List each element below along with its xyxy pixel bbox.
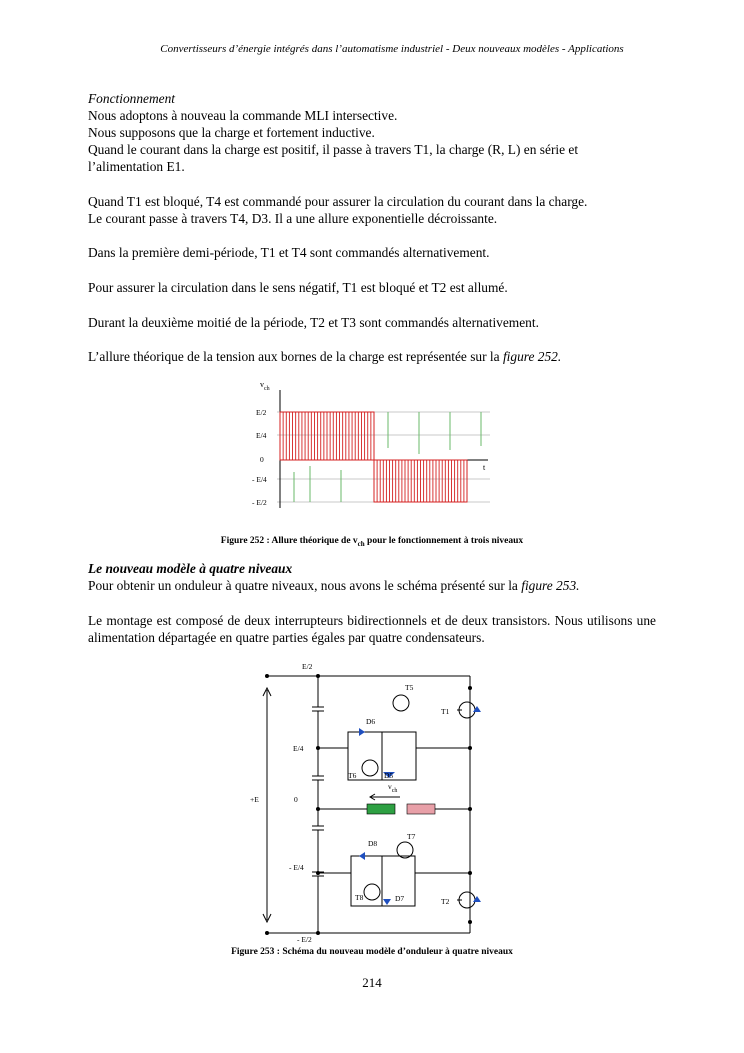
paragraph-line: Nous adoptons à nouveau la commande MLI intersective.	[88, 108, 398, 123]
section-title: Le nouveau modèle à quatre niveaux	[88, 561, 293, 576]
paragraph-2	[88, 193, 656, 227]
paragraph-text: L’allure théorique de la tension aux bornes de la charge est représentée sur la	[88, 349, 503, 364]
node-label: - E/4	[289, 863, 304, 872]
section-fonctionnement	[88, 90, 656, 175]
paragraph-6	[88, 348, 656, 365]
transistor-label: T7	[407, 832, 416, 841]
paragraph-3	[88, 244, 656, 261]
node-label: 0	[294, 795, 298, 804]
load-voltage-label: $v_{ch}$	[388, 782, 398, 794]
diode-label: D8	[368, 839, 378, 848]
node-label: E/4	[293, 744, 304, 753]
diode-label: D5	[384, 771, 394, 780]
y-axis-label: $v_{ch}$	[260, 380, 270, 392]
figure-253-schematic	[245, 660, 505, 945]
tick-label: - E/2	[252, 498, 267, 507]
tick-label: E/2	[256, 408, 267, 417]
diode-label: D6	[366, 717, 376, 726]
tick-label: E/4	[256, 431, 267, 440]
paragraph-5	[88, 314, 656, 331]
node-label: - E/2	[297, 935, 312, 944]
figure-252-waveform	[250, 378, 500, 513]
tick-label: - E/4	[252, 475, 267, 484]
paragraph-text: Le montage est composé de deux interrupteurs bidirectionnels et de deux transistors. Nous utilisons une alimentation départagée en quatre parties égales par quatre condensateurs.	[88, 613, 656, 645]
resistor-block	[367, 804, 395, 814]
inductor-block	[407, 804, 435, 814]
transistor-label: T6	[348, 771, 357, 780]
transistor-label: T1	[441, 707, 450, 716]
supply-label: +E	[250, 795, 259, 804]
page-number: 214	[362, 975, 382, 990]
paragraph-montage	[88, 612, 656, 646]
caption-subscript: ch	[357, 539, 365, 548]
transistor-label: T8	[355, 893, 364, 902]
figure-reference: figure 253.	[521, 578, 580, 593]
paragraph-line: Quand T1 est bloqué, T4 est commandé pour assurer la circulation du courant dans la charge.	[88, 194, 588, 209]
node-label: E/2	[302, 662, 313, 671]
paragraph-text: Pour obtenir un onduleur à quatre niveaux, nous avons le schéma présenté sur la	[88, 578, 522, 593]
diode-label: D7	[395, 894, 405, 903]
paragraph-line: Quand le courant dans la charge est positif, il passe à travers T1, la charge (R, L) en série et l’alimentation E1.	[88, 142, 579, 174]
running-header: Convertisseurs d’énergie intégrés dans l’automatisme industriel - Deux nouveaux modèles - Applications	[160, 43, 624, 55]
paragraph-line: Nous supposons que la charge et fortement inductive.	[88, 125, 375, 140]
caption-text: Figure 252 : Allure théorique de v	[220, 536, 358, 546]
section-title: Fonctionnement	[88, 91, 176, 106]
tick-label: 0	[260, 455, 264, 464]
paragraph-4	[88, 279, 656, 296]
transistor-label: T2	[441, 897, 450, 906]
x-axis-label: t	[483, 463, 486, 472]
section-nouveau-modele	[88, 560, 656, 594]
paragraph-line: Le courant passe à travers T4, D3. Il a une allure exponentielle décroissante.	[88, 211, 498, 226]
figure-252-caption	[0, 536, 744, 548]
paragraph-line: Durant la deuxième moitié de la période, T2 et T3 sont commandés alternativement.	[88, 315, 539, 330]
paragraph-line: Pour assurer la circulation dans le sens négatif, T1 est bloqué et T2 est allumé.	[88, 280, 508, 295]
figure-reference: figure 252.	[502, 349, 562, 364]
paragraph-line: Dans la première demi-période, T1 et T4 sont commandés alternativement.	[88, 245, 490, 260]
caption-text: pour le fonctionnement à trois niveaux	[364, 536, 524, 546]
transistor-label: T5	[405, 683, 414, 692]
figure-253-caption: Figure 253 : Schéma du nouveau modèle d’onduleur à quatre niveaux	[231, 947, 513, 957]
